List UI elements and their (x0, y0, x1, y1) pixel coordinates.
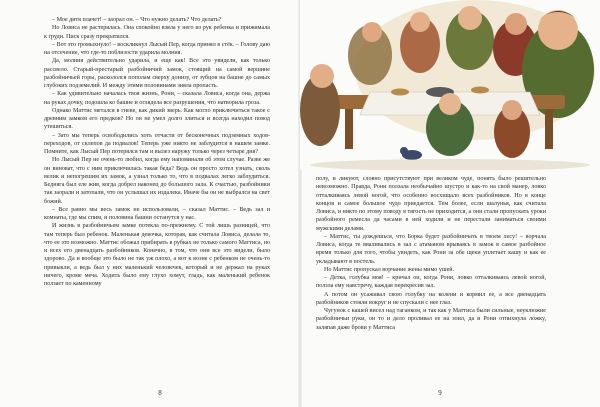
paragraph: Но Маттис пропускал ворчание жены мимо ушей. (324, 266, 455, 273)
paragraph: – Все равно мы весь замок не использовали, – сказал Маттис. – Ведь зал и комнаты, где мы спим, и половина башни останутся у нас. (44, 206, 270, 221)
paragraph: И жизнь в разбойничьем замке потекла по-прежнему. С той лишь разницей, что там теперь был ребенок. Маленькая девочка, которая, как считала Ловиса, делала то, что ее это возможно. Маттис обожал прибирать в рубках не только самого Маттиса, но и всех его двенадцать разбойников. Конечно, в том, что они все это видели, было здорово. Да и вообще это было не так уж плохо, а вот к возне с ребенком не очень-то привыкли, а ведь был у них маленький человечек, который и не держал на руках ничего, кроме меча. Ходить было ему глухо хомут, гладь, как маленький ребенок ползает по каменному (44, 223, 270, 287)
page-number-left: 8 (158, 389, 162, 397)
paragraph: А потом он усаживал свою голубку на колени и кормил ее, а все двенадцать разбойников стояли вокруг и не спускали с нее глаз. (316, 291, 546, 306)
paragraph: – Мое дитя плачет! – заорал он. – Что нужно делать? Что делать? (52, 17, 222, 23)
paragraph: Однако Маттис метался в гневе, как дикий зверь. Как могло приключиться такое с древним замком его предков? Но он не умел долго злиться и всегда находил повод утешиться. (44, 107, 270, 131)
paragraph: Чугунок с кашей висел над таганком, и так как у Маттиса были сильные, неуклюжие разбойничьи руки, он то и дело проливал ее на зоил, да и Рони отпихнула ложку, заляпав даже брови у Маттиса (316, 308, 546, 331)
right-page (300, 0, 600, 407)
left-text-column (44, 16, 270, 371)
paragraph: – Как удивительно началась твоя жизнь, Рони, – сказала Ловиса, когда она, держа на руках дочку, подошла ко башне и оглядела все разрушения, что натворила гроза. (44, 91, 270, 106)
page-number-right: 9 (438, 389, 442, 397)
paragraph: Но Лысый Пер не очень-то любил, когда ему напоминали об этом случае. Разве же он виноват, что с ним приключилась такая беда? Ведь он просто хотел узнать, сколь велик и непогрешим их замок, а узнал только то, что в подвалах легко заблудиться. Бедняга был еле жив, когда добрел наконец до большого зала. К счастью, разбойники так заорали и затопали, что он услышал их издалека. Иначе бы он не выбрался на свет божий. (44, 157, 270, 205)
right-text-column (316, 175, 546, 370)
paragraph: Но Ловиса не растерялась. Она спокойно взяла у него из рук ребенка и прижимала к груди. Писк сразу прекратился. (44, 25, 270, 40)
paragraph: – Детка, голубка моя! – кричал он, когда Рони, ловко отталкиваясь левой ногой, ползла ему навстречу, каждая перекресив зал. (316, 275, 546, 290)
paragraph: – Вот это громыхнуло! – воскликнул Лысый Пер, когда принял в стёк. – Голову даю на отсечение, что где-то поблизости ударила молния. (44, 41, 270, 56)
paragraph: Да, молния действительно ударила, и еще как! Все это увидели, как только рассвело. Старый-престарый разбойничий замок, стоящий на самой вершине разбойничьей горы, раскололся пополам сверху донизу, от зубцов на башне до самых глубоких подземелий. И между этими половинами зияла пропасть. (44, 58, 270, 89)
paragraph: полу, и ликуют, словно присутствуют при великом чуде, понять было решительно невозможно. Правда, Рони ползала необычайно шустро и как-то на свой манер, ловко отталкиваясь левой ногой, что особенно восхищало всех разбойников. Но в конце концов и самое большое чудо приедается. Тем более, если шалунья, как считала Ловиса, и никто по этому поводу в тягость не приходится, а они стали пропускать уроки разбойного ремесла да часами в ней ходили и не перестали заниматься своими мужскими делами. (316, 176, 546, 232)
paragraph: – Маттис, ты дождешься, что Борка будет разбойничать в твоем лесу! – ворчала Ловиса, когда те вваливались в зал с атаманом врываясь в замок в самое разбойное время только для того, чтобы увидеть, как Рони за обе щеки уплетает кашу и как ее укладывают в постель. (316, 233, 546, 265)
paragraph: – Зато мы теперь освободились хоть отчасти от бесконечных подземных ходов-переходов, от склепов да подвалов! Теперь уже никто не заблудится в нашем замке. Помните, как Лысый Пер потерялся там и вылез наружу только через четыре дня? (44, 132, 270, 155)
